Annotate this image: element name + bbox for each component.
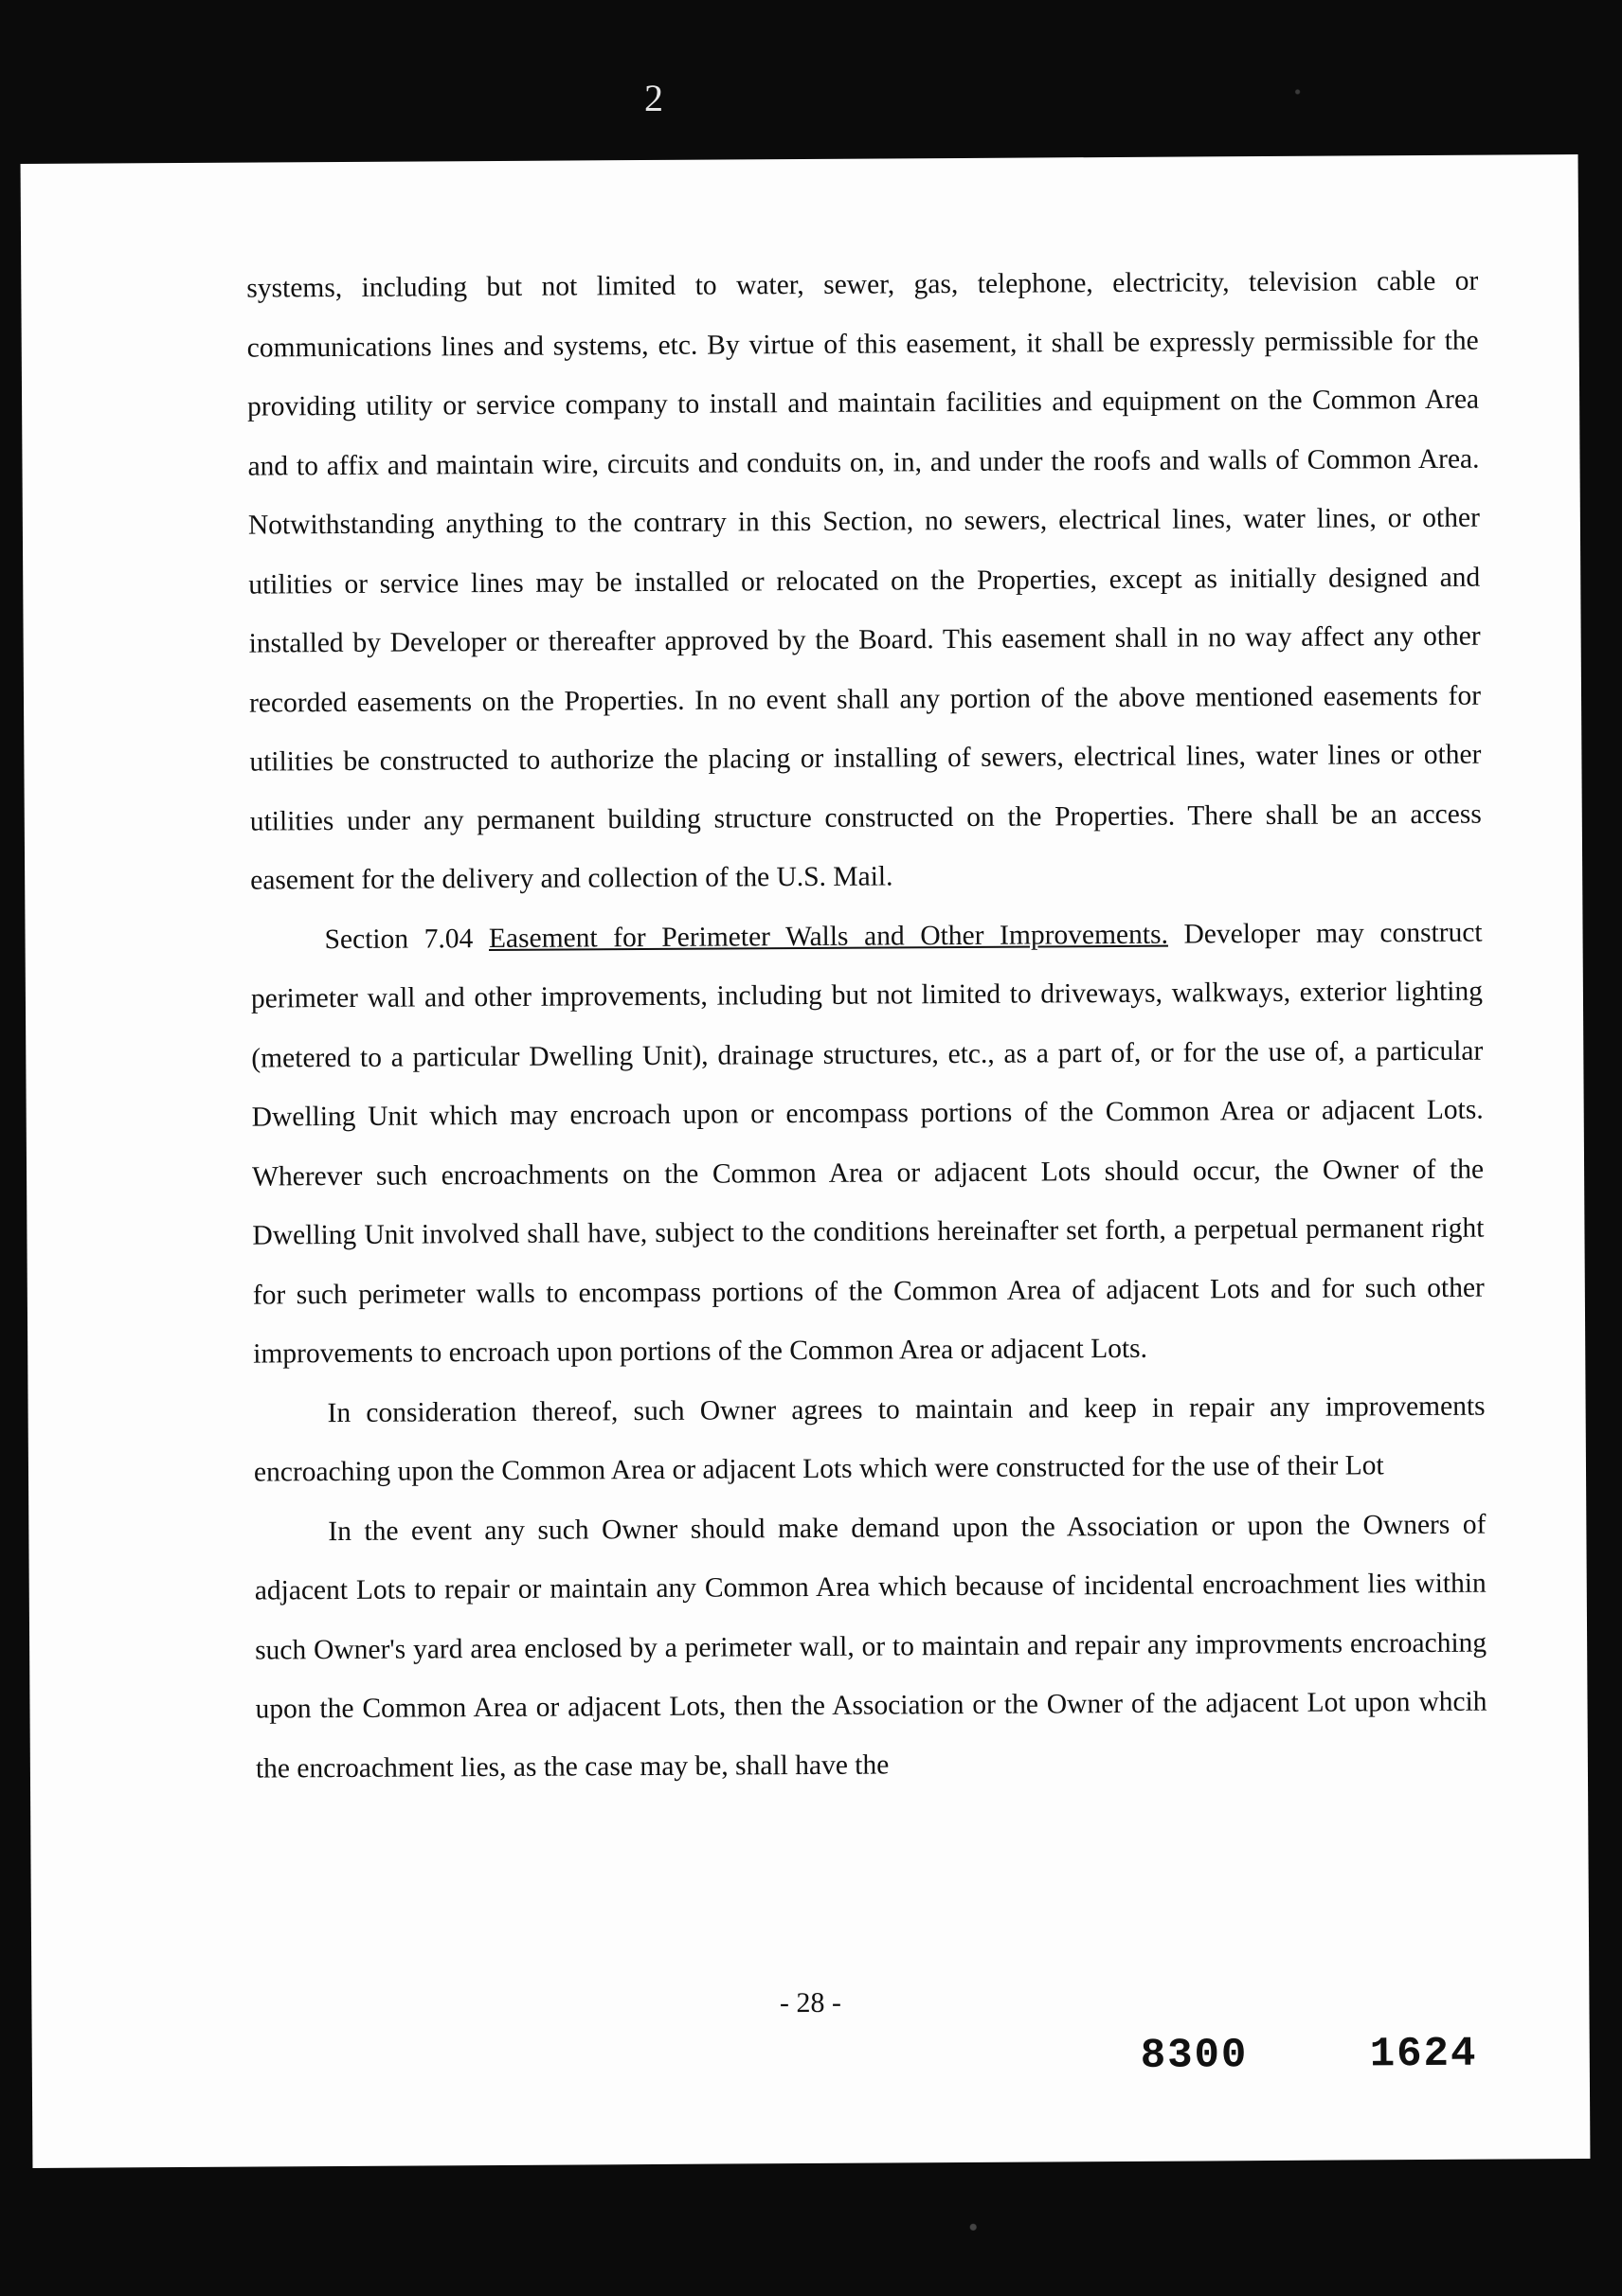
paragraph-utilities-easement bbox=[246, 252, 1482, 910]
page-reference-number: 1624 bbox=[1369, 2030, 1478, 2079]
paragraph-text: Developer may construct perimeter wall and other improvements, including but not limited to driveways, walkways, exterior lighting (metered to a particular Dwelling Unit), drainage structures, etc., as a part of, or for the use of, a particular Dwelling Unit which may encroach upon or encompass portions of the Common Area or adjacent Lots. Wherever such encroachments on the Common Area or adjacent Lots should occur, the Owner of the Dwelling Unit involved shall have, subject to the conditions hereinafter set forth, a perpetual permanent right for such perimeter walls to encompass portions of the Common Area of adjacent Lots and for such other improvements to encroach upon portions of the Common Area or adjacent Lots. bbox=[250, 917, 1485, 1370]
recording-numbers bbox=[1141, 2031, 1478, 2080]
paragraph-demand bbox=[254, 1495, 1487, 1798]
paragraph-section-7-04 bbox=[250, 903, 1485, 1384]
section-number: Section 7.04 bbox=[324, 923, 474, 955]
document-page bbox=[21, 154, 1591, 2168]
book-number: 8300 bbox=[1140, 2032, 1249, 2080]
paragraph-text: systems, including but not limited to water, sewer, gas, telephone, electricity, television cable or communications lines and systems, etc. By virtue of this easement, it shall be expressly permissible for the providing utility or service company to install and maintain facilities and equipment on the Common Area and to affix and maintain wire, circuits and conduits on, in, and under the roofs and walls of Common Area. Notwithstanding anything to the contrary in this Section, no sewers, electrical lines, water lines, or other utilities or service lines may be installed or relocated on the Properties, except as initially designed and installed by Developer or thereafter approved by the Board. This easement shall in no way affect any other recorded easements on the Properties. In no event shall any portion of the above mentioned easements for utilities be constructed to authorize the placing or installing of sewers, electrical lines, water lines or other utilities under any permanent building structure constructed on the Properties. There shall be an access easement for the delivery and collection of the U.S. Mail. bbox=[246, 265, 1482, 896]
paragraph-text: In consideration thereof, such Owner agrees to maintain and keep in repair any improvements encroaching upon the Common Area or adjacent Lots which were constructed for the use of their Lot bbox=[253, 1390, 1486, 1488]
scan-mark: 2 bbox=[644, 77, 663, 119]
paragraph-consideration bbox=[253, 1376, 1486, 1502]
section-heading: Easement for Perimeter Walls and Other Improvements. bbox=[488, 919, 1168, 954]
paragraph-text: In the event any such Owner should make demand upon the Association or upon the Owners of adjacent Lots to repair or maintain any Common Area which because of incidental encroachment lies within such Owner's yard area enclosed by a perimeter wall, or to maintain and repair any improvments encroaching upon the Common Area or adjacent Lots, then the Association or the Owner of the adjacent Lot upon whcih the encroachment lies, as the case may be, shall have the bbox=[254, 1509, 1487, 1785]
document-body bbox=[246, 252, 1487, 1799]
page-number: - 28 - bbox=[779, 1986, 842, 2019]
